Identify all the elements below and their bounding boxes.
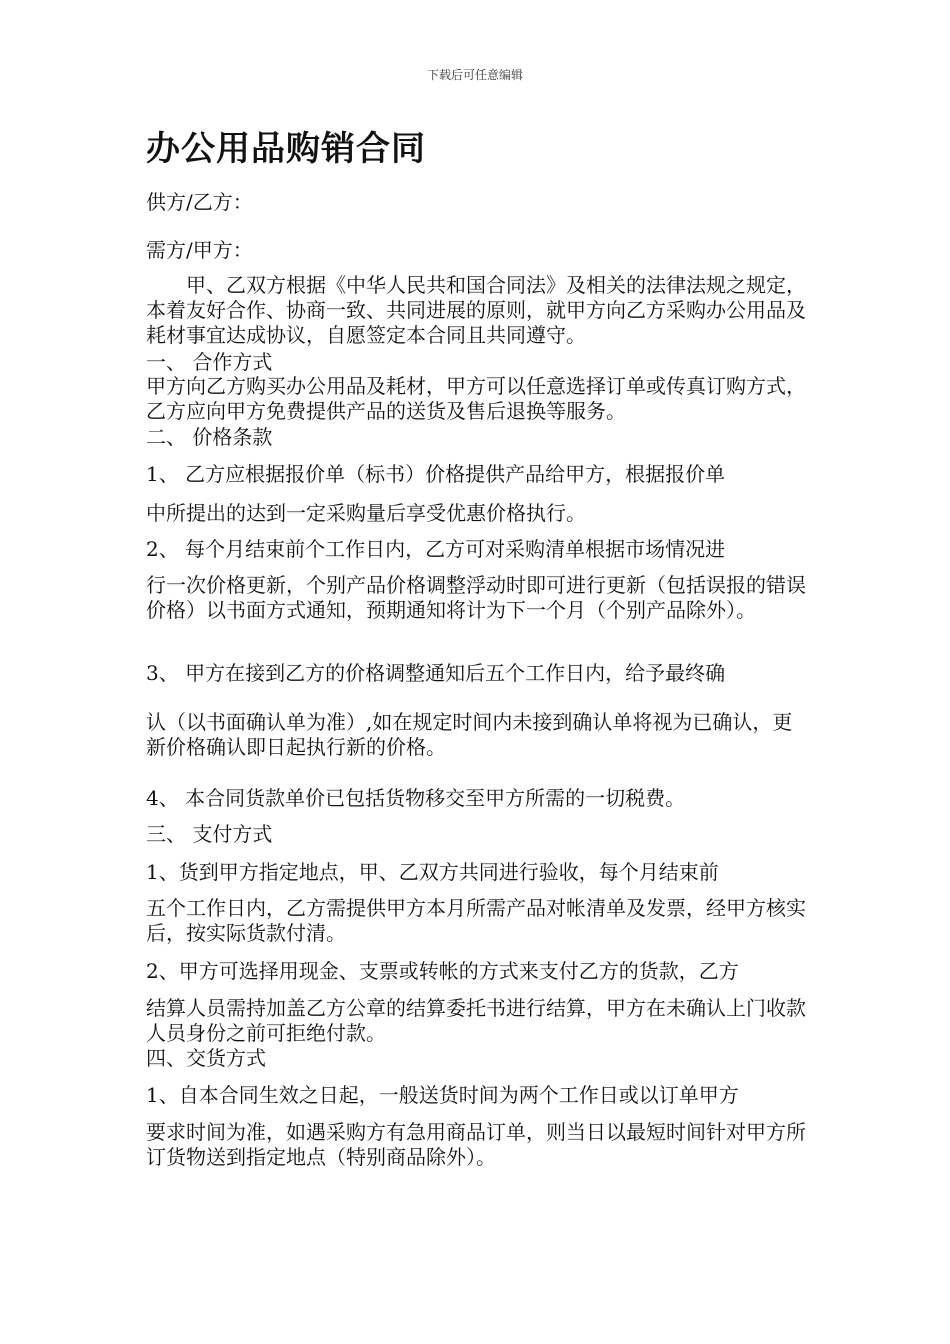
buyer-line: 需方/甲方： [146, 238, 253, 262]
clause-2-1-line-2: 中所提出的达到一定采购量后享受优惠价格执行。 [146, 501, 586, 525]
clause-2-3-line-1: 3、 甲方在接到乙方的价格调整通知后五个工作日内，给予最终确 [146, 661, 726, 685]
section-2-heading: 二、 价格条款 [146, 425, 273, 449]
section-4-heading: 四、交货方式 [146, 1046, 266, 1070]
clause-3-1-line-1: 1、货到甲方指定地点，甲、乙双方共同进行验收，每个月结束前 [146, 860, 719, 884]
clause-2-1-line-1: 1、 乙方应根据报价单（标书）价格提供产品给甲方，根据报价单 [146, 462, 726, 486]
clause-2-4: 4、 本合同货款单价已包括货物移交至甲方所需的一切税费。 [146, 786, 686, 810]
document-title: 办公用品购销合同 [146, 129, 426, 169]
intro-paragraph: 甲、乙双方根据《中华人民共和国合同法》及相关的法律法规之规定，本着友好合作、协商一致、共同进展的原则，就甲方向乙方采购办公用品及耗材事宜达成协议，自愿签定本合同且共同遵守。 [146, 273, 806, 347]
clause-3-1-continuation: 五个工作日内，乙方需提供甲方本月所需产品对帐清单及发票，经甲方核实后，按实际货款付清。 [146, 896, 806, 945]
clause-3-2-line-1: 2、甲方可选择用现金、支票或转帐的方式来支付乙方的货款，乙方 [146, 959, 739, 983]
clause-4-1-continuation: 要求时间为准，如遇采购方有急用商品订单，则当日以最短时间针对甲方所订货物送到指定地点（特别商品除外）。 [146, 1120, 806, 1169]
clause-2-2-line-1: 2、 每个月结束前个工作日内，乙方可对采购清单根据市场情况进 [146, 537, 726, 561]
clause-4-1-line-1: 1、自本合同生效之日起，一般送货时间为两个工作日或以订单甲方 [146, 1083, 739, 1107]
section-1-heading: 一、 合作方式 [146, 350, 273, 374]
section-1-body: 甲方向乙方购买办公用品及耗材，甲方可以任意选择订单或传真订购方式，乙方应向甲方免费提供产品的送货及售后退换等服务。 [146, 374, 806, 423]
clause-3-2-continuation: 结算人员需持加盖乙方公章的结算委托书进行结算，甲方在未确认上门收款人员身份之前可拒绝付款。 [146, 996, 806, 1045]
header-note: 下载后可任意编辑 [426, 68, 523, 82]
clause-2-3-continuation: 认（以书面确认单为准）,如在规定时间内未接到确认单将视为已确认，更新价格确认即日起执行新的价格。 [146, 710, 793, 759]
clause-2-2-continuation: 行一次价格更新，个别产品价格调整浮动时即可进行更新（包括误报的错误价格）以书面方式通知，预期通知将计为下一个月（个别产品除外）。 [146, 573, 806, 622]
supplier-line: 供方/乙方： [146, 190, 253, 214]
section-3-heading: 三、 支付方式 [146, 822, 273, 846]
